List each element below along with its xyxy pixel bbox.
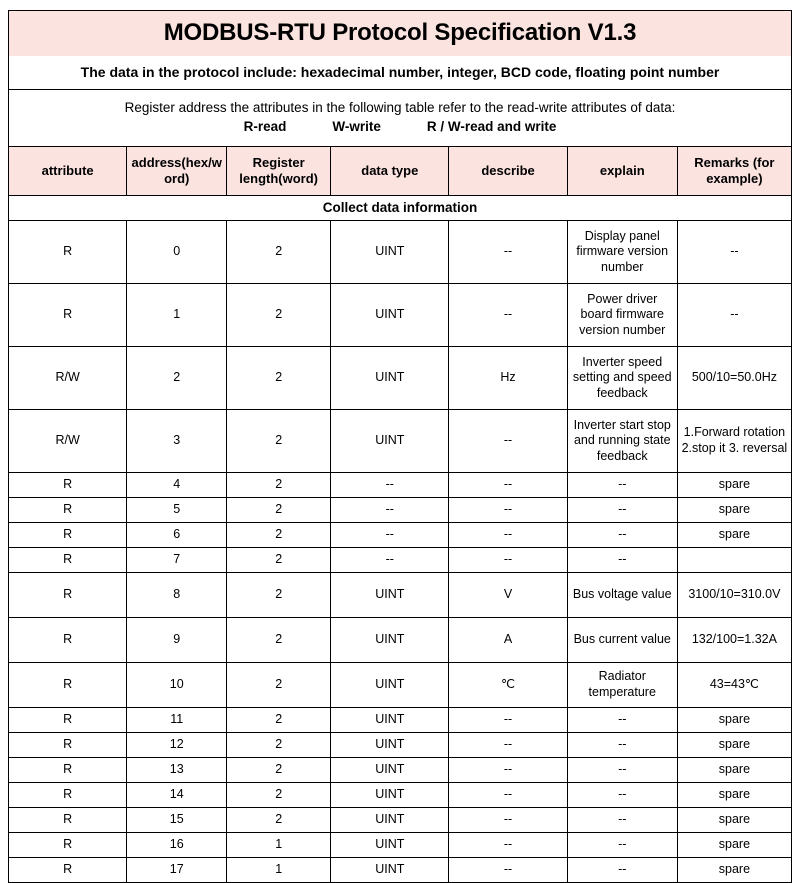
legend-item-read: R-read xyxy=(243,119,287,134)
table-row xyxy=(9,618,792,663)
cell-describe: -- xyxy=(449,410,567,473)
cell-attribute: R xyxy=(9,498,127,523)
table-row xyxy=(9,473,792,498)
cell-register-length: 2 xyxy=(227,663,331,708)
column-header-explain: explain xyxy=(567,147,677,196)
cell-address: 11 xyxy=(127,708,227,733)
cell-describe: -- xyxy=(449,498,567,523)
cell-data-type: UINT xyxy=(331,708,449,733)
cell-describe: -- xyxy=(449,708,567,733)
cell-address: 12 xyxy=(127,733,227,758)
cell-attribute: R xyxy=(9,573,127,618)
cell-register-length: 2 xyxy=(227,733,331,758)
cell-data-type: -- xyxy=(331,473,449,498)
cell-attribute: R xyxy=(9,221,127,284)
page-title: MODBUS-RTU Protocol Specification V1.3 xyxy=(163,19,637,46)
cell-data-type: UINT xyxy=(331,221,449,284)
column-header-address: address(hex/word) xyxy=(127,147,227,196)
cell-data-type: UINT xyxy=(331,663,449,708)
cell-explain: -- xyxy=(567,858,677,883)
cell-address: 17 xyxy=(127,858,227,883)
cell-explain: Inverter speed setting and speed feedback xyxy=(567,347,677,410)
table-row xyxy=(9,347,792,410)
cell-explain: -- xyxy=(567,473,677,498)
cell-register-length: 2 xyxy=(227,284,331,347)
cell-data-type: -- xyxy=(331,523,449,548)
cell-data-type: UINT xyxy=(331,573,449,618)
cell-data-type: UINT xyxy=(331,808,449,833)
cell-register-length: 2 xyxy=(227,808,331,833)
cell-remarks: -- xyxy=(677,284,791,347)
cell-register-length: 2 xyxy=(227,498,331,523)
cell-data-type: UINT xyxy=(331,858,449,883)
cell-explain: -- xyxy=(567,498,677,523)
table-row xyxy=(9,708,792,733)
cell-data-type: UINT xyxy=(331,284,449,347)
cell-data-type: UINT xyxy=(331,833,449,858)
column-header-describe: describe xyxy=(449,147,567,196)
cell-attribute: R xyxy=(9,284,127,347)
cell-attribute: R xyxy=(9,833,127,858)
cell-describe: -- xyxy=(449,221,567,284)
table-row xyxy=(9,498,792,523)
cell-data-type: UINT xyxy=(331,758,449,783)
table-row xyxy=(9,833,792,858)
document-note: Register address the attributes in the following table refer to the read-write attributes of data: xyxy=(124,100,676,115)
cell-remarks: spare xyxy=(677,858,791,883)
table-header xyxy=(9,147,792,196)
cell-explain: -- xyxy=(567,758,677,783)
cell-attribute: R xyxy=(9,758,127,783)
cell-address: 10 xyxy=(127,663,227,708)
cell-explain: Inverter start stop and running state feedback xyxy=(567,410,677,473)
cell-attribute: R xyxy=(9,663,127,708)
cell-register-length: 2 xyxy=(227,523,331,548)
cell-register-length: 2 xyxy=(227,758,331,783)
cell-register-length: 2 xyxy=(227,783,331,808)
cell-remarks: 43=43℃ xyxy=(677,663,791,708)
table-row xyxy=(9,808,792,833)
cell-remarks: spare xyxy=(677,498,791,523)
cell-describe: ℃ xyxy=(449,663,567,708)
cell-address: 16 xyxy=(127,833,227,858)
cell-explain: -- xyxy=(567,733,677,758)
cell-describe: -- xyxy=(449,783,567,808)
cell-describe: -- xyxy=(449,808,567,833)
cell-data-type: UINT xyxy=(331,410,449,473)
cell-remarks: 132/100=1.32A xyxy=(677,618,791,663)
table-row xyxy=(9,663,792,708)
cell-explain: Power driver board firmware version number xyxy=(567,284,677,347)
cell-register-length: 2 xyxy=(227,573,331,618)
cell-remarks xyxy=(677,548,791,573)
cell-register-length: 2 xyxy=(227,708,331,733)
table-row xyxy=(9,548,792,573)
cell-data-type: UINT xyxy=(331,733,449,758)
cell-explain: -- xyxy=(567,523,677,548)
cell-explain: -- xyxy=(567,708,677,733)
legend-item-write: W-write xyxy=(332,119,381,134)
column-header-attribute: attribute xyxy=(9,147,127,196)
table-row xyxy=(9,221,792,284)
cell-address: 7 xyxy=(127,548,227,573)
cell-data-type: UINT xyxy=(331,783,449,808)
cell-register-length: 1 xyxy=(227,833,331,858)
cell-data-type: -- xyxy=(331,498,449,523)
cell-data-type: -- xyxy=(331,548,449,573)
cell-remarks: spare xyxy=(677,733,791,758)
cell-explain: Display panel firmware version number xyxy=(567,221,677,284)
cell-attribute: R xyxy=(9,733,127,758)
cell-register-length: 2 xyxy=(227,473,331,498)
table-row xyxy=(9,284,792,347)
cell-address: 0 xyxy=(127,221,227,284)
cell-explain: Bus voltage value xyxy=(567,573,677,618)
cell-explain: -- xyxy=(567,548,677,573)
cell-explain: -- xyxy=(567,833,677,858)
document-page xyxy=(0,10,800,877)
cell-remarks: spare xyxy=(677,833,791,858)
cell-remarks: spare xyxy=(677,523,791,548)
cell-describe: -- xyxy=(449,733,567,758)
cell-register-length: 1 xyxy=(227,858,331,883)
cell-attribute: R xyxy=(9,523,127,548)
cell-explain: Bus current value xyxy=(567,618,677,663)
cell-explain: Radiator temperature xyxy=(567,663,677,708)
table-row xyxy=(9,858,792,883)
cell-attribute: R xyxy=(9,548,127,573)
cell-address: 13 xyxy=(127,758,227,783)
cell-address: 1 xyxy=(127,284,227,347)
table-body xyxy=(9,196,792,883)
cell-remarks: spare xyxy=(677,758,791,783)
cell-data-type: UINT xyxy=(331,347,449,410)
column-header-remarks: Remarks (for example) xyxy=(677,147,791,196)
cell-describe: A xyxy=(449,618,567,663)
cell-address: 9 xyxy=(127,618,227,663)
cell-register-length: 2 xyxy=(227,347,331,410)
cell-remarks: -- xyxy=(677,221,791,284)
cell-remarks: spare xyxy=(677,808,791,833)
cell-describe: -- xyxy=(449,523,567,548)
cell-attribute: R xyxy=(9,708,127,733)
specification-table xyxy=(8,146,792,883)
cell-describe: -- xyxy=(449,833,567,858)
column-header-data-type: data type xyxy=(331,147,449,196)
cell-register-length: 2 xyxy=(227,548,331,573)
document-subtitle: The data in the protocol include: hexadecimal number, integer, BCD code, floating point number xyxy=(80,64,720,80)
cell-address: 5 xyxy=(127,498,227,523)
legend-item-readwrite: R / W-read and write xyxy=(426,119,557,134)
cell-describe: -- xyxy=(449,858,567,883)
cell-address: 15 xyxy=(127,808,227,833)
cell-describe: -- xyxy=(449,473,567,498)
cell-attribute: R xyxy=(9,808,127,833)
cell-remarks: spare xyxy=(677,708,791,733)
cell-remarks: 1.Forward rotation 2.stop it 3. reversal xyxy=(677,410,791,473)
cell-attribute: R xyxy=(9,858,127,883)
cell-describe: V xyxy=(449,573,567,618)
cell-attribute: R/W xyxy=(9,410,127,473)
cell-address: 14 xyxy=(127,783,227,808)
cell-address: 8 xyxy=(127,573,227,618)
cell-attribute: R xyxy=(9,783,127,808)
cell-data-type: UINT xyxy=(331,618,449,663)
cell-attribute: R xyxy=(9,618,127,663)
legend xyxy=(15,119,785,138)
cell-register-length: 2 xyxy=(227,410,331,473)
document-note-bar xyxy=(8,89,792,146)
cell-explain: -- xyxy=(567,783,677,808)
cell-describe: -- xyxy=(449,548,567,573)
table-row xyxy=(9,523,792,548)
cell-register-length: 2 xyxy=(227,221,331,284)
cell-attribute: R xyxy=(9,473,127,498)
cell-address: 2 xyxy=(127,347,227,410)
cell-remarks: 500/10=50.0Hz xyxy=(677,347,791,410)
cell-address: 4 xyxy=(127,473,227,498)
cell-describe: Hz xyxy=(449,347,567,410)
cell-remarks: spare xyxy=(677,783,791,808)
cell-describe: -- xyxy=(449,284,567,347)
cell-register-length: 2 xyxy=(227,618,331,663)
cell-address: 3 xyxy=(127,410,227,473)
table-row xyxy=(9,410,792,473)
column-header-register-length: Register length(word) xyxy=(227,147,331,196)
table-row xyxy=(9,573,792,618)
table-header-row xyxy=(9,147,792,196)
cell-remarks: 3100/10=310.0V xyxy=(677,573,791,618)
table-row xyxy=(9,758,792,783)
cell-address: 6 xyxy=(127,523,227,548)
document-title-bar xyxy=(8,10,792,56)
cell-remarks: spare xyxy=(677,473,791,498)
document-subtitle-bar xyxy=(8,56,792,89)
table-row xyxy=(9,733,792,758)
cell-explain: -- xyxy=(567,808,677,833)
cell-describe: -- xyxy=(449,758,567,783)
cell-attribute: R/W xyxy=(9,347,127,410)
table-section-title: Collect data information xyxy=(9,196,792,221)
table-section-row xyxy=(9,196,792,221)
table-row xyxy=(9,783,792,808)
